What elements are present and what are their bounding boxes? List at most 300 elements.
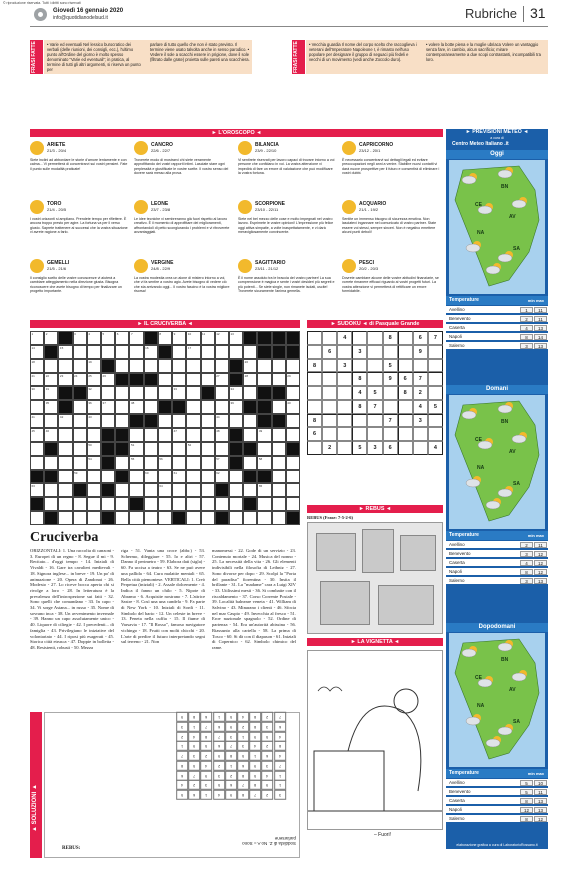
crossword-cell[interactable] xyxy=(272,400,286,414)
sudoku-cell[interactable]: 5 xyxy=(383,359,398,373)
crossword-cell[interactable] xyxy=(186,456,200,470)
crossword-cell[interactable] xyxy=(44,428,58,442)
crossword-cell[interactable] xyxy=(215,414,229,428)
crossword-cell[interactable] xyxy=(144,345,158,359)
crossword-cell[interactable] xyxy=(101,345,115,359)
crossword-cell[interactable] xyxy=(87,470,101,484)
crossword-cell[interactable] xyxy=(243,359,257,373)
crossword-cell[interactable] xyxy=(73,414,87,428)
crossword-cell[interactable] xyxy=(58,428,72,442)
crossword-cell[interactable] xyxy=(272,373,286,387)
sudoku-cell[interactable]: 7 xyxy=(413,372,428,386)
crossword-cell[interactable] xyxy=(129,386,143,400)
crossword-cell[interactable] xyxy=(158,373,172,387)
sudoku-cell[interactable] xyxy=(398,345,413,359)
crossword-cell[interactable] xyxy=(30,428,44,442)
sudoku-cell[interactable] xyxy=(322,400,337,414)
crossword-cell[interactable] xyxy=(58,373,72,387)
crossword-cell[interactable] xyxy=(87,400,101,414)
sudoku-cell[interactable]: 6 xyxy=(322,345,337,359)
crossword-cell[interactable] xyxy=(172,414,186,428)
crossword-cell[interactable] xyxy=(215,373,229,387)
crossword-cell[interactable] xyxy=(73,470,87,484)
crossword-cell[interactable] xyxy=(144,442,158,456)
crossword-cell[interactable] xyxy=(30,456,44,470)
crossword-cell[interactable] xyxy=(286,414,300,428)
crossword-cell[interactable] xyxy=(272,483,286,497)
crossword-cell[interactable] xyxy=(186,497,200,511)
crossword-cell[interactable] xyxy=(257,511,271,525)
sudoku-cell[interactable]: 3 xyxy=(337,359,352,373)
sudoku-cell[interactable] xyxy=(428,372,443,386)
crossword-cell[interactable] xyxy=(115,497,129,511)
crossword-cell[interactable] xyxy=(229,400,243,414)
crossword-cell[interactable] xyxy=(87,373,101,387)
crossword-cell[interactable] xyxy=(272,497,286,511)
crossword-cell[interactable] xyxy=(44,414,58,428)
sudoku-cell[interactable] xyxy=(398,441,413,455)
sudoku-cell[interactable]: 2 xyxy=(322,441,337,455)
crossword-cell[interactable] xyxy=(73,345,87,359)
crossword-grid[interactable] xyxy=(30,331,300,525)
crossword-cell[interactable] xyxy=(257,456,271,470)
sudoku-cell[interactable] xyxy=(337,386,352,400)
crossword-cell[interactable] xyxy=(44,359,58,373)
sudoku-cell[interactable]: 2 xyxy=(413,386,428,400)
crossword-cell[interactable] xyxy=(229,345,243,359)
crossword-cell[interactable] xyxy=(87,497,101,511)
crossword-cell[interactable] xyxy=(186,442,200,456)
crossword-cell[interactable] xyxy=(257,483,271,497)
crossword-cell[interactable] xyxy=(30,414,44,428)
crossword-cell[interactable] xyxy=(215,345,229,359)
sudoku-cell[interactable]: 3 xyxy=(413,414,428,428)
crossword-cell[interactable] xyxy=(172,483,186,497)
sudoku-cell[interactable]: 3 xyxy=(367,441,382,455)
sudoku-cell[interactable]: 6 xyxy=(383,441,398,455)
crossword-cell[interactable] xyxy=(73,331,87,345)
crossword-cell[interactable] xyxy=(201,456,215,470)
sudoku-cell[interactable]: 5 xyxy=(352,441,367,455)
crossword-cell[interactable] xyxy=(229,497,243,511)
crossword-cell[interactable] xyxy=(186,331,200,345)
crossword-cell[interactable] xyxy=(44,400,58,414)
crossword-cell[interactable] xyxy=(129,456,143,470)
sudoku-cell[interactable] xyxy=(337,441,352,455)
crossword-cell[interactable] xyxy=(201,483,215,497)
crossword-cell[interactable] xyxy=(58,456,72,470)
crossword-cell[interactable] xyxy=(286,483,300,497)
crossword-cell[interactable] xyxy=(44,497,58,511)
crossword-cell[interactable] xyxy=(44,331,58,345)
crossword-cell[interactable] xyxy=(87,359,101,373)
crossword-cell[interactable] xyxy=(229,414,243,428)
sudoku-cell[interactable]: 3 xyxy=(352,345,367,359)
crossword-cell[interactable] xyxy=(44,386,58,400)
header-email[interactable]: info@quotidianodelsud.it xyxy=(53,15,108,21)
crossword-cell[interactable] xyxy=(73,428,87,442)
sudoku-cell[interactable] xyxy=(383,400,398,414)
crossword-cell[interactable] xyxy=(58,345,72,359)
sudoku-cell[interactable] xyxy=(337,427,352,441)
crossword-cell[interactable] xyxy=(172,386,186,400)
crossword-cell[interactable] xyxy=(243,456,257,470)
crossword-cell[interactable] xyxy=(229,386,243,400)
crossword-cell[interactable] xyxy=(201,511,215,525)
crossword-cell[interactable] xyxy=(286,373,300,387)
crossword-cell[interactable] xyxy=(30,373,44,387)
crossword-cell xyxy=(243,400,257,414)
sudoku-cell[interactable]: 4 xyxy=(428,441,443,455)
sudoku-cell[interactable] xyxy=(322,372,337,386)
crossword-cell[interactable] xyxy=(172,442,186,456)
sudoku-cell[interactable] xyxy=(367,345,382,359)
sign-bilancia-icon xyxy=(238,141,252,155)
crossword-cell[interactable] xyxy=(129,442,143,456)
crossword-cell[interactable] xyxy=(272,470,286,484)
sudoku-cell[interactable]: 8 xyxy=(307,414,322,428)
crossword-cell[interactable] xyxy=(201,428,215,442)
crossword-cell[interactable] xyxy=(257,359,271,373)
crossword-cell[interactable] xyxy=(201,497,215,511)
crossword-cell[interactable] xyxy=(87,442,101,456)
sudoku-cell[interactable] xyxy=(337,345,352,359)
sudoku-cell[interactable]: 8 xyxy=(352,400,367,414)
sudoku-cell[interactable]: 6 xyxy=(398,372,413,386)
crossword-cell[interactable] xyxy=(30,331,44,345)
sudoku-cell[interactable] xyxy=(307,331,322,345)
crossword-cell[interactable] xyxy=(87,511,101,525)
crossword-cell[interactable] xyxy=(286,497,300,511)
crossword-cell[interactable] xyxy=(215,456,229,470)
crossword-cell[interactable] xyxy=(158,470,172,484)
sudoku-cell[interactable] xyxy=(307,441,322,455)
sudoku-cell[interactable] xyxy=(307,372,322,386)
crossword-cell[interactable] xyxy=(87,456,101,470)
crossword-cell[interactable] xyxy=(158,497,172,511)
crossword-cell[interactable] xyxy=(58,359,72,373)
crossword-cell[interactable] xyxy=(115,386,129,400)
crossword-cell[interactable] xyxy=(144,386,158,400)
crossword-cell[interactable] xyxy=(286,386,300,400)
crossword-cell[interactable] xyxy=(186,470,200,484)
crossword-cell[interactable] xyxy=(186,373,200,387)
sudoku-cell[interactable] xyxy=(383,427,398,441)
sudoku-cell[interactable]: 7 xyxy=(428,331,443,345)
crossword-cell[interactable] xyxy=(129,359,143,373)
crossword-cell[interactable] xyxy=(87,386,101,400)
crossword-cell[interactable] xyxy=(158,359,172,373)
crossword-cell[interactable] xyxy=(186,359,200,373)
crossword-cell[interactable] xyxy=(30,442,44,456)
sudoku-cell[interactable] xyxy=(428,427,443,441)
crossword-cell[interactable] xyxy=(144,456,158,470)
sudoku-cell[interactable] xyxy=(428,359,443,373)
crossword-cell[interactable] xyxy=(144,483,158,497)
crossword-cell[interactable] xyxy=(115,414,129,428)
crossword-cell[interactable] xyxy=(201,345,215,359)
crossword-cell[interactable] xyxy=(257,373,271,387)
crossword-cell[interactable] xyxy=(215,428,229,442)
crossword-cell[interactable] xyxy=(186,400,200,414)
crossword-cell[interactable] xyxy=(30,511,44,525)
sudoku-cell[interactable] xyxy=(307,345,322,359)
crossword-cell[interactable] xyxy=(172,359,186,373)
crossword-cell[interactable] xyxy=(229,470,243,484)
crossword-cell[interactable] xyxy=(87,428,101,442)
crossword-cell[interactable] xyxy=(144,400,158,414)
sudoku-cell[interactable] xyxy=(413,359,428,373)
crossword-cell[interactable] xyxy=(129,428,143,442)
crossword-cell[interactable] xyxy=(172,470,186,484)
crossword-cell[interactable] xyxy=(73,511,87,525)
crossword-cell[interactable] xyxy=(172,331,186,345)
crossword-cell[interactable] xyxy=(272,511,286,525)
crossword-cell[interactable] xyxy=(243,428,257,442)
sudoku-cell[interactable]: 5 xyxy=(428,400,443,414)
crossword-cell[interactable] xyxy=(243,386,257,400)
crossword-cell[interactable] xyxy=(73,497,87,511)
crossword-cell[interactable] xyxy=(243,511,257,525)
crossword-cell[interactable] xyxy=(144,470,158,484)
crossword-cell[interactable] xyxy=(286,359,300,373)
sudoku-cell[interactable]: 8 xyxy=(398,386,413,400)
sudoku-cell[interactable]: 4 xyxy=(352,386,367,400)
crossword-cell[interactable] xyxy=(30,483,44,497)
crossword-cell[interactable] xyxy=(215,497,229,511)
crossword-cell[interactable] xyxy=(201,414,215,428)
crossword-cell[interactable] xyxy=(229,511,243,525)
sudoku-cell[interactable]: 9 xyxy=(383,372,398,386)
crossword-cell[interactable] xyxy=(186,428,200,442)
crossword-cell[interactable] xyxy=(172,497,186,511)
crossword-cell[interactable] xyxy=(101,470,115,484)
crossword-cell[interactable] xyxy=(73,400,87,414)
crossword-cell[interactable] xyxy=(30,345,44,359)
crossword-cell[interactable] xyxy=(215,400,229,414)
crossword-cell xyxy=(215,511,229,525)
sudoku-cell[interactable]: 5 xyxy=(367,386,382,400)
sudoku-cell[interactable]: 8 xyxy=(352,372,367,386)
crossword-cell[interactable] xyxy=(87,414,101,428)
sudoku-cell[interactable] xyxy=(352,427,367,441)
crossword-cell[interactable] xyxy=(115,331,129,345)
sudoku-cell[interactable] xyxy=(337,372,352,386)
crossword-cell[interactable] xyxy=(229,483,243,497)
crossword-cell[interactable] xyxy=(243,483,257,497)
crossword-cell[interactable] xyxy=(186,386,200,400)
sudoku-cell[interactable]: 8 xyxy=(307,359,322,373)
crossword-cell[interactable] xyxy=(201,373,215,387)
crossword-cell[interactable] xyxy=(115,483,129,497)
crossword-cell[interactable] xyxy=(129,331,143,345)
sudoku-cell[interactable]: 9 xyxy=(413,345,428,359)
crossword-cell[interactable] xyxy=(186,483,200,497)
sudoku-cell[interactable] xyxy=(383,386,398,400)
crossword-cell[interactable] xyxy=(144,497,158,511)
solution-cell: 2 xyxy=(213,761,225,771)
crossword-cell[interactable] xyxy=(186,414,200,428)
crossword-cell[interactable] xyxy=(58,470,72,484)
crossword-cell[interactable] xyxy=(58,442,72,456)
crossword-cell[interactable] xyxy=(87,483,101,497)
sudoku-cell[interactable]: 6 xyxy=(413,331,428,345)
crossword-cell[interactable] xyxy=(215,386,229,400)
crossword-cell[interactable] xyxy=(243,373,257,387)
solution-cell: 8 xyxy=(249,780,261,790)
crossword-cell[interactable] xyxy=(286,456,300,470)
crossword-cell[interactable] xyxy=(172,345,186,359)
crossword-cell[interactable] xyxy=(58,511,72,525)
sudoku-cell[interactable]: 4 xyxy=(337,331,352,345)
crossword-cell[interactable] xyxy=(158,386,172,400)
crossword-cell[interactable] xyxy=(172,428,186,442)
sudoku-cell[interactable] xyxy=(398,331,413,345)
sudoku-cell[interactable] xyxy=(367,427,382,441)
crossword-cell[interactable] xyxy=(44,456,58,470)
rebus-picture-1 xyxy=(316,533,356,571)
crossword-cell[interactable] xyxy=(286,400,300,414)
crossword-cell[interactable] xyxy=(115,400,129,414)
crossword-cell[interactable] xyxy=(158,428,172,442)
crossword-cell[interactable] xyxy=(73,359,87,373)
crossword-cell[interactable] xyxy=(186,511,200,525)
crossword-cell[interactable] xyxy=(101,373,115,387)
sudoku-cell[interactable] xyxy=(337,400,352,414)
crossword-cell[interactable] xyxy=(158,483,172,497)
crossword-cell[interactable] xyxy=(158,331,172,345)
sudoku-cell[interactable]: 7 xyxy=(367,400,382,414)
sudoku-cell[interactable] xyxy=(428,414,443,428)
crossword-cell[interactable] xyxy=(73,456,87,470)
crossword-cell[interactable] xyxy=(286,470,300,484)
sudoku-cell[interactable]: 8 xyxy=(383,331,398,345)
sudoku-cell[interactable] xyxy=(383,345,398,359)
sudoku-cell[interactable] xyxy=(322,414,337,428)
crossword-cell[interactable] xyxy=(172,373,186,387)
sudoku-cell[interactable] xyxy=(337,414,352,428)
sudoku-cell[interactable] xyxy=(398,359,413,373)
sudoku-grid[interactable] xyxy=(307,331,443,455)
crossword-cell[interactable] xyxy=(101,386,115,400)
crossword-cell[interactable] xyxy=(101,400,115,414)
crossword-cell[interactable] xyxy=(115,456,129,470)
sudoku-cell[interactable] xyxy=(398,427,413,441)
crossword-cell[interactable] xyxy=(144,511,158,525)
crossword-cell[interactable] xyxy=(272,456,286,470)
crossword-cell[interactable] xyxy=(115,359,129,373)
sudoku-cell[interactable] xyxy=(398,400,413,414)
crossword-cell[interactable] xyxy=(201,442,215,456)
crossword-cell[interactable] xyxy=(73,373,87,387)
sudoku-cell[interactable] xyxy=(367,331,382,345)
sudoku-cell[interactable] xyxy=(367,414,382,428)
crossword-cell[interactable] xyxy=(201,470,215,484)
crossword-cell[interactable] xyxy=(44,483,58,497)
crossword-cell[interactable] xyxy=(201,331,215,345)
crossword-cell[interactable] xyxy=(158,511,172,525)
sudoku-cell[interactable] xyxy=(322,359,337,373)
crossword-cell[interactable] xyxy=(286,428,300,442)
sudoku-cell[interactable] xyxy=(322,427,337,441)
crossword-cell[interactable] xyxy=(215,442,229,456)
sudoku-cell[interactable] xyxy=(352,414,367,428)
crossword-cell[interactable] xyxy=(215,359,229,373)
crossword-cell[interactable] xyxy=(172,456,186,470)
crossword-cell[interactable] xyxy=(58,483,72,497)
crossword-cell[interactable] xyxy=(257,442,271,456)
crossword-cell[interactable] xyxy=(144,359,158,373)
sudoku-cell[interactable] xyxy=(307,400,322,414)
crossword-cell[interactable] xyxy=(201,359,215,373)
sudoku-cell[interactable]: 4 xyxy=(413,400,428,414)
crossword-cell[interactable] xyxy=(44,373,58,387)
crossword-cell[interactable] xyxy=(201,400,215,414)
crossword-cell[interactable] xyxy=(158,414,172,428)
crossword-cell[interactable] xyxy=(144,428,158,442)
sudoku-cell[interactable] xyxy=(428,345,443,359)
crossword-cell[interactable] xyxy=(115,345,129,359)
crossword-cell[interactable] xyxy=(272,359,286,373)
crossword-cell[interactable] xyxy=(129,470,143,484)
crossword-cell[interactable] xyxy=(30,400,44,414)
crossword-cell[interactable] xyxy=(101,331,115,345)
crossword-cell[interactable] xyxy=(257,497,271,511)
sudoku-cell[interactable]: 6 xyxy=(307,427,322,441)
crossword-cell[interactable] xyxy=(58,497,72,511)
sudoku-cell[interactable] xyxy=(307,386,322,400)
crossword-cell[interactable] xyxy=(129,483,143,497)
sudoku-cell[interactable]: 7 xyxy=(383,414,398,428)
sudoku-cell[interactable] xyxy=(367,372,382,386)
crossword-cell[interactable] xyxy=(87,331,101,345)
sudoku-cell[interactable] xyxy=(322,331,337,345)
sudoku-cell[interactable] xyxy=(428,386,443,400)
crossword-cell[interactable] xyxy=(186,345,200,359)
crossword-cell[interactable] xyxy=(115,511,129,525)
crossword-cell[interactable] xyxy=(129,400,143,414)
sudoku-cell[interactable] xyxy=(413,441,428,455)
crossword-cell xyxy=(257,470,271,484)
sudoku-cell[interactable] xyxy=(398,414,413,428)
crossword-cell[interactable] xyxy=(58,414,72,428)
crossword-cell[interactable] xyxy=(30,359,44,373)
sudoku-cell[interactable] xyxy=(413,427,428,441)
crossword-cell[interactable] xyxy=(243,414,257,428)
crossword-cell[interactable] xyxy=(215,470,229,484)
crossword-cell[interactable] xyxy=(73,442,87,456)
crossword-cell[interactable] xyxy=(129,511,143,525)
crossword-cell[interactable] xyxy=(257,428,271,442)
crossword-cell[interactable] xyxy=(272,428,286,442)
crossword-cell[interactable] xyxy=(272,442,286,456)
crossword-cell[interactable] xyxy=(158,442,172,456)
crossword-cell[interactable] xyxy=(129,345,143,359)
cell-number: 48 xyxy=(216,429,220,433)
crossword-cell[interactable] xyxy=(30,386,44,400)
sudoku-cell[interactable] xyxy=(367,359,382,373)
sudoku-cell[interactable] xyxy=(352,359,367,373)
crossword-cell[interactable] xyxy=(229,331,243,345)
crossword-cell[interactable] xyxy=(87,345,101,359)
crossword-cell[interactable] xyxy=(101,497,115,511)
sudoku-cell[interactable] xyxy=(352,331,367,345)
sudoku-cell[interactable] xyxy=(322,386,337,400)
crossword-cell[interactable] xyxy=(215,331,229,345)
crossword-cell[interactable] xyxy=(243,345,257,359)
crossword-cell[interactable] xyxy=(101,414,115,428)
crossword-cell[interactable] xyxy=(158,456,172,470)
